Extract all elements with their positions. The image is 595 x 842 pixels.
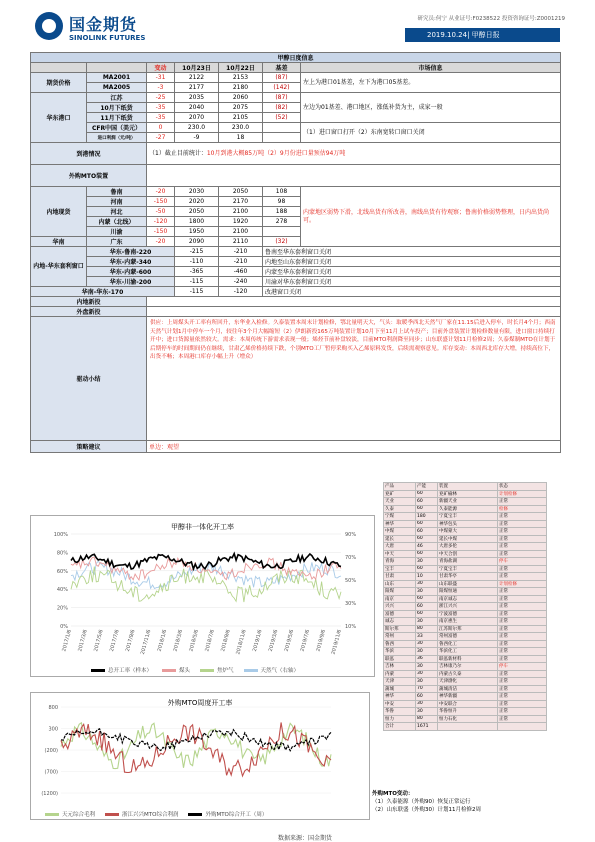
table-cell: 60 (416, 565, 438, 573)
table-cell: 富德 (384, 610, 416, 618)
table-cell: 联泓新材料 (438, 655, 498, 663)
table-cell: 中安 (384, 700, 416, 708)
table-cell: 33 (416, 633, 438, 641)
table-cell: 30 (416, 663, 438, 671)
x-tick-label: 2017/5/6 (93, 628, 105, 653)
x-tick-label: 2017/9/6 (124, 628, 137, 653)
x-tick-label: 2019/1/6 (251, 628, 264, 653)
x-tick-label: 2019/7/6 (299, 628, 312, 653)
table-row: 华南-华东-170 -115 -120 改港窗口关闭 (31, 287, 561, 297)
table-cell: 30 (416, 700, 438, 708)
table-row (384, 528, 547, 536)
table-row (384, 513, 547, 521)
x-tick-label: 2017/7/6 (108, 628, 121, 653)
table-cell (498, 723, 547, 731)
y-tick-label: 20% (56, 605, 68, 612)
table-cell: 10 (416, 573, 438, 581)
report-date-bar: 2019.10.24| 甲醇日报 (405, 28, 560, 42)
table-cell: 正常 (498, 573, 547, 581)
table-cell: 青海 (384, 558, 416, 566)
table-cell: 中天 (384, 550, 416, 558)
table-cell: 1671 (416, 723, 438, 731)
table-cell: 神华包头 (438, 520, 498, 528)
table-cell: 产能 (416, 483, 438, 491)
table-cell: 正常 (498, 685, 547, 693)
y2-tick-label: 50% (345, 578, 357, 584)
driver-summary-text: 供应：上周煤头开工率有所回升，东华业入检修。久泰装置本周末计划检修，鄂北量明天大，气头：取暖季西北天然气厂家在11.15后进入停车，时长月4个月；西南天然气计划1月中停车一个月，较往年3个月大幅缩短（2）伊朗新投165万吨装置计划10月下至11月上试车投产；目前外盘装置计划检修数量有限，进口窗口持续打开中；进口货源量依然较大。需求：本周传统下游需求表现一般；烯烃节前补盘较淡，目前MTO利润降至同步；山东联盛计划11月检修2周；久泰煤制MTO在计划于后期停车的时间期间仍在继续，甘肃乙烯价格持续下跌，个别MTO工厂暂停采购买入乙烯原料发货，后续需观察意见。库存变动：本周西北库存大增，持续高位下，出货不畅；本周港口库存小幅上升（增众） (147, 317, 561, 441)
table-cell: 180 (416, 513, 438, 521)
table-cell: 甘肃 (384, 573, 416, 581)
table-row (384, 663, 547, 671)
table-cell: 60 (416, 693, 438, 701)
y-tick-label: 0% (60, 624, 68, 630)
legend-item: 总开工率（样本） (91, 666, 152, 674)
legend-item: 浙江兴兴MTO综合利润 (105, 810, 178, 818)
logo-cn: 国金期货 (69, 15, 138, 34)
table-row (384, 520, 547, 528)
table-cell: 80 (416, 625, 438, 633)
table-cell: 内蒙古久泰 (438, 670, 498, 678)
table-row: MA2005 -3 2177 2180 (142) (31, 83, 561, 93)
table-cell: 华鲁 (384, 708, 416, 716)
table-row: 河北 -50 2050 2100 188 (31, 207, 561, 217)
legend-item: 焦炉气 (200, 666, 234, 674)
table-cell: 中安联合 (438, 700, 498, 708)
x-tick-label: 2017/1/6 (61, 628, 73, 653)
chart2-legend (45, 810, 267, 818)
table-cell: 70 (416, 685, 438, 693)
table-row (384, 685, 547, 693)
series-line (71, 554, 341, 569)
table-cell: 30 (416, 588, 438, 596)
table-row: 驱动小结 供应：上周煤头开工率有所回升，东华业入检修。久泰装置本周末计划检修，鄂北量明天大，气头：取暖季西北天然气厂家在11.15后进入停车，时长月4个月；西南天然气计划1月中停车一个月，较往年3个月大幅缩短（2）伊朗新投165万吨装置计划10月下至11月上试车投产；目前外盘装置计划检修数量有限，进口窗口持续打开中；进口货源量依然较大。需求：本周传统下游需求表现一般；烯烃节前补盘较淡，目前MTO利润降至同步；山东联盛计划11月检修2周；久泰煤制MTO在计划于后期停车的时间期间仍在继续，甘肃乙烯价格持续下跌，个别MTO工厂暂停采购买入乙烯原料发货，后续需观察意见。库存变动：本周西北库存大增，持续高位下，出货不畅；本周港口库存小幅上升（增众） (31, 317, 561, 441)
table-row (384, 655, 547, 663)
table-cell: 常州 (384, 633, 416, 641)
table-cell: 蒲城 (384, 685, 416, 693)
mto-change-note: 外购MTO变动： （1）久泰能源（外购90）恢复正常运行 （2）山东联盛（外购30）计划11月检修2周 (372, 791, 481, 813)
x-tick-label: 2019/3/6 (267, 628, 280, 653)
table-cell: 检修 (498, 505, 547, 513)
table-cell: 蒲城清洁 (438, 685, 498, 693)
table-cell: 正常 (498, 715, 547, 723)
logo-en: SINOLINK FUTURES (69, 34, 146, 42)
table-cell: 恒力石化 (438, 715, 498, 723)
table-cell: 正常 (498, 535, 547, 543)
table-row (384, 633, 547, 641)
table-cell: 正常 (498, 498, 547, 506)
y-tick-label: 40% (56, 587, 68, 594)
table-cell: 青海盐湖 (438, 558, 498, 566)
table-cell (438, 723, 498, 731)
table-row (384, 505, 547, 513)
table-cell: 正常 (498, 633, 547, 641)
table-cell: 正常 (498, 708, 547, 716)
table-cell: 正常 (498, 618, 547, 626)
table-cell: 兖矿榆林 (438, 490, 498, 498)
table-cell: 神华新疆 (438, 693, 498, 701)
table-cell: 80 (416, 715, 438, 723)
table-cell: 产品 (384, 483, 416, 491)
table-row (384, 640, 547, 648)
table-cell: 斯尔邦 (384, 625, 416, 633)
table-cell: 延长 (384, 535, 416, 543)
table-row: 进口利润（元/吨） -27 -9 18 (31, 133, 561, 143)
table-row (384, 625, 547, 633)
x-tick-label: 2018/9/6 (220, 628, 232, 653)
table-cell: 久泰能源 (438, 505, 498, 513)
table-row (384, 573, 547, 581)
table-row: 11月下纸货 -35 2070 2105 (52) (31, 113, 561, 123)
table-cell: 装置 (438, 483, 498, 491)
table-cell: 南京诚志 (438, 595, 498, 603)
chart1-title: 甲醇非一体化开工率 (171, 523, 234, 531)
table-cell: 正常 (498, 648, 547, 656)
table-row (384, 693, 547, 701)
table-row: 内地现货 鲁南 -20 2030 2050 108 内蒙地区弱势下滑，北线出货有所改善，南线出货有待观察；鲁南价格弱势整理，日内出货尚可。 (31, 187, 561, 197)
chart-mto-weekly (30, 692, 370, 820)
table-row (384, 618, 547, 626)
table-cell: 阳煤 (384, 588, 416, 596)
y2-tick-label: 70% (345, 555, 357, 561)
table-row: 期货价格 MA2001 -31 2122 2153 (87) 左上为港口01基差，左下为港口05基差。 (31, 73, 561, 83)
table-cell: 鲁西 (384, 640, 416, 648)
table-cell: 合计 (384, 723, 416, 731)
y2-tick-label: 30% (345, 601, 357, 607)
table-row: 内地-华东套利窗口 华东-鲁南-220 -215 -210 鲁南至华东套利窗口关闭 (31, 247, 561, 257)
table-cell: 停车 (498, 663, 547, 671)
table-cell: 吉林 (384, 663, 416, 671)
y-tick-label: (1200) (41, 791, 58, 797)
table-cell: 华鲁恒升 (438, 708, 498, 716)
table-row (384, 558, 547, 566)
table-cell: 华滨 (384, 648, 416, 656)
table-cell: 正常 (498, 670, 547, 678)
table-row: 外盘新投 (31, 307, 561, 317)
table-cell: 正常 (498, 700, 547, 708)
mto-device-table (383, 482, 547, 731)
logo-mark-icon (35, 12, 63, 40)
column-header-row: 变动 10月23日 10月22日 基差 市场信息 (31, 63, 561, 73)
company-logo (35, 10, 165, 46)
table-cell: 60 (416, 520, 438, 528)
table-cell: 60 (416, 528, 438, 536)
table-cell: 60 (416, 535, 438, 543)
table-cell: 天业 (384, 498, 416, 506)
table-cell: 30 (416, 640, 438, 648)
legend-item: 天然气（右轴） (244, 666, 300, 674)
y-tick-label: 80% (56, 550, 68, 557)
table-cell: 诚志 (384, 618, 416, 626)
table-cell: 正常 (498, 543, 547, 551)
data-source: 数据来源：国金期货 (278, 835, 333, 842)
table-cell: 山东联盛 (438, 580, 498, 588)
x-tick-label: 2019/11/6 (330, 628, 343, 656)
chart1-legend (91, 666, 299, 674)
table-row (384, 603, 547, 611)
table-cell: 中天合创 (438, 550, 498, 558)
table-cell: 阳煤恒通 (438, 588, 498, 596)
chart1-plot (31, 516, 376, 678)
table-row (384, 708, 547, 716)
table-row (384, 550, 547, 558)
table-cell: 甘肃华亭 (438, 573, 498, 581)
table-cell: 宁煤 (384, 513, 416, 521)
chart2-title: 外购MTO周度开工率 (167, 699, 233, 707)
table-cell: 30 (416, 670, 438, 678)
table-row (384, 490, 547, 498)
table-cell: 新疆天业 (438, 498, 498, 506)
table-cell: 状态 (498, 483, 547, 491)
table-cell: 宁波富德 (438, 610, 498, 618)
table-cell: 江苏斯尔邦 (438, 625, 498, 633)
table-cell: 正常 (498, 640, 547, 648)
table-cell: 天津渤化 (438, 678, 498, 686)
methanol-daily-table (30, 52, 561, 453)
table-cell: 30 (416, 580, 438, 588)
table-row (384, 543, 547, 551)
table-cell: 60 (416, 603, 438, 611)
x-tick-label: 2018/11/6 (235, 628, 248, 656)
table-cell: 30 (416, 708, 438, 716)
chart-operating-rate (30, 515, 375, 677)
table-cell: 大唐 (384, 543, 416, 551)
x-tick-label: 2019/9/6 (315, 628, 328, 653)
y-tick-label: 800 (48, 705, 58, 711)
table-cell: 中煤 (384, 528, 416, 536)
table-row: 内蒙（北线） -120 1800 1920 278 (31, 217, 561, 227)
y-tick-label: (200) (44, 748, 58, 754)
table-cell: 正常 (498, 595, 547, 603)
table-cell: 正常 (498, 550, 547, 558)
y-tick-label: 60% (56, 568, 68, 575)
analyst-meta: 研究员:何宁 从业证号:F0238522 投资咨询证号:Z0001219 (417, 16, 565, 22)
table-cell: 正常 (498, 520, 547, 528)
table-row: 10月下纸货 -35 2040 2075 (82) (31, 103, 561, 113)
table-cell: 宝丰 (384, 565, 416, 573)
table-cell: 浙江兴兴 (438, 603, 498, 611)
table-cell: 30 (416, 648, 438, 656)
table-row: 华南 广东 -20 2090 2110 (32) (31, 237, 561, 247)
table-row: CFR中国（美元） 0 230.0 230.0 （1）进口窗口打开（2）东南宽转口窗口关闭 (31, 123, 561, 133)
legend-item: 外购MTO综合开工（周） (188, 810, 267, 818)
table-cell: 停车 (498, 558, 547, 566)
table-cell: 计划检修 (498, 490, 547, 498)
strategy-text: 单边：观望 (147, 441, 561, 453)
table-cell: 山东 (384, 580, 416, 588)
table-row (384, 565, 547, 573)
table-cell: 正常 (498, 625, 547, 633)
table-row: 华东-川渝-200 -115 -240 川渝对华东套利窗口关闭 (31, 277, 561, 287)
y-tick-label: (700) (44, 769, 58, 776)
legend-item: 天元综合毛利 (45, 810, 95, 818)
table-row (384, 610, 547, 618)
table-title: 甲醇日度信息 (31, 53, 561, 63)
table-row (384, 670, 547, 678)
table-cell: 正常 (498, 655, 547, 663)
table-row: 到港情况 （1）截止目前统计：10月到港大概85万吨（2）9月份进口量预估94万吨 (31, 143, 561, 165)
table-cell: 内蒙 (384, 670, 416, 678)
table-row: 外购MTO装置 (31, 165, 561, 187)
table-row: 华东-内蒙-600 -365 -460 内蒙至华东套利窗口关闭 (31, 267, 561, 277)
chart2-plot (31, 693, 371, 821)
table-cell: 正常 (498, 565, 547, 573)
table-cell: 宁夏宝丰 (438, 565, 498, 573)
table-row (384, 648, 547, 656)
table-cell: 南京 (384, 595, 416, 603)
table-row: 内地新投 (31, 297, 561, 307)
arrival-note: （1）截止目前统计：10月到港大概85万吨（2）9月份进口量预估94万吨 (147, 143, 561, 165)
table-cell: 正常 (498, 528, 547, 536)
table-cell: 正常 (498, 588, 547, 596)
table-cell: 计划检修 (498, 580, 547, 588)
table-row: 华东港口 江苏 -25 2035 2060 (87) 左边为01基差、港口地区，涨低补货为主，成家一般 (31, 93, 561, 103)
table-cell: 常州富德 (438, 633, 498, 641)
table-row (384, 700, 547, 708)
table-cell: 60 (416, 505, 438, 513)
table-cell: 联泓 (384, 655, 416, 663)
table-cell: 正常 (498, 603, 547, 611)
table-cell: 60 (416, 595, 438, 603)
legend-item: 煤头 (162, 666, 190, 674)
table-cell: 天津 (384, 678, 416, 686)
table-cell: 久泰 (384, 505, 416, 513)
table-row (384, 723, 547, 731)
table-cell: 恒力 (384, 715, 416, 723)
table-row (384, 595, 547, 603)
table-cell: 华滨化工 (438, 648, 498, 656)
x-tick-label: 2018/7/6 (204, 628, 216, 653)
table-cell: 正常 (498, 678, 547, 686)
table-cell: 兖矿 (384, 490, 416, 498)
table-cell: 神华 (384, 693, 416, 701)
y-tick-label: 100% (53, 532, 68, 538)
x-tick-label: 2018/3/6 (172, 628, 185, 653)
table-cell: 大唐多伦 (438, 543, 498, 551)
table-row: 河南 -150 2020 2170 98 (31, 197, 561, 207)
table-cell: 延长中煤 (438, 535, 498, 543)
table-cell: 兴兴 (384, 603, 416, 611)
table-cell: 30 (416, 678, 438, 686)
y-tick-label: 300 (48, 726, 58, 733)
x-tick-label: 2017/11/6 (139, 628, 153, 656)
table-cell: 中煤蒙大 (438, 528, 498, 536)
table-row: 川渝 -150 1950 2100 (31, 227, 561, 237)
table-cell: 30 (416, 558, 438, 566)
x-tick-label: 2019/5/6 (283, 628, 296, 653)
y2-tick-label: 90% (345, 532, 357, 538)
table-cell: 南京惠生 (438, 618, 498, 626)
table-row: 华东-内蒙-340 -110 -210 内地至山东套利窗口关闭 (31, 257, 561, 267)
table-cell: 60 (416, 610, 438, 618)
table-cell: 鲁西化工 (438, 640, 498, 648)
table-cell: 60 (416, 490, 438, 498)
series-line (61, 722, 331, 776)
table-cell: 正常 (498, 693, 547, 701)
table-row (384, 498, 547, 506)
table-row (384, 678, 547, 686)
table-row (384, 580, 547, 588)
table-cell: 60 (416, 550, 438, 558)
table-row (384, 715, 547, 723)
table-cell: 36 (416, 655, 438, 663)
table-row: 策略建议 单边：观望 (31, 441, 561, 453)
table-cell: 正常 (498, 610, 547, 618)
x-tick-label: 2017/3/6 (77, 628, 89, 653)
table-row (384, 483, 547, 491)
x-tick-label: 2018/5/6 (188, 628, 200, 653)
table-cell: 吉林康乃尔 (438, 663, 498, 671)
table-row (384, 588, 547, 596)
x-tick-label: 2018/1/6 (156, 628, 169, 653)
table-cell: 30 (416, 618, 438, 626)
y2-tick-label: 10% (345, 624, 357, 630)
table-cell: 60 (416, 498, 438, 506)
table-cell: 神华 (384, 520, 416, 528)
table-cell: 46 (416, 543, 438, 551)
table-cell: 正常 (498, 513, 547, 521)
table-row (384, 535, 547, 543)
table-cell: 宁夏宝丰 (438, 513, 498, 521)
